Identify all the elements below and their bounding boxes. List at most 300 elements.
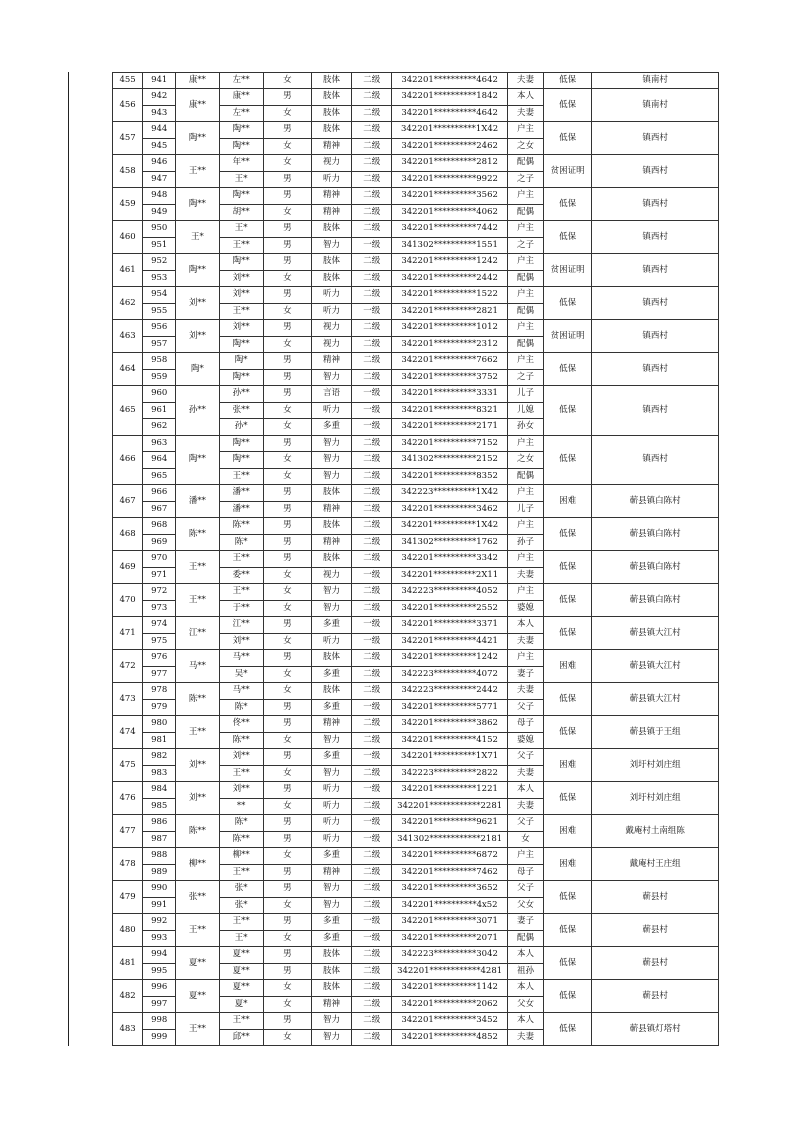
sequence-cell: 983 — [143, 765, 176, 782]
village-cell: 蕲县镇于王组 — [592, 716, 719, 749]
disability-level-cell: 二级 — [352, 980, 392, 997]
relationship-cell: 夫妻 — [507, 72, 543, 89]
table-row — [113, 947, 719, 964]
sex-cell: 女 — [263, 419, 311, 436]
sex-cell: 男 — [263, 386, 311, 403]
household-head-cell: 康** — [176, 89, 219, 122]
sex-cell: 男 — [263, 716, 311, 733]
disability-type-cell: 肢体 — [311, 485, 351, 502]
assistance-type-cell: 低保 — [544, 782, 592, 815]
village-cell: 镇西村 — [592, 386, 719, 436]
disability-type-cell: 智力 — [311, 369, 351, 386]
member-name-cell: 夏** — [219, 980, 263, 997]
sex-cell: 男 — [263, 485, 311, 502]
assistance-type-cell: 低保 — [544, 518, 592, 551]
member-name-cell: 刘** — [219, 633, 263, 650]
disability-type-cell: 视力 — [311, 320, 351, 337]
disability-level-cell: 一级 — [352, 419, 392, 436]
member-name-cell: 江** — [219, 617, 263, 634]
sex-cell: 男 — [263, 188, 311, 205]
disability-register-table — [112, 72, 719, 1047]
disability-level-cell: 二级 — [352, 287, 392, 304]
relationship-cell: 户主 — [507, 551, 543, 568]
member-name-cell: 陈** — [219, 831, 263, 848]
disability-level-cell: 二级 — [352, 584, 392, 601]
member-name-cell: 王** — [219, 864, 263, 881]
disability-type-cell: 多重 — [311, 930, 351, 947]
member-name-cell: 潘** — [219, 485, 263, 502]
sequence-cell: 963 — [143, 435, 176, 452]
sequence-cell: 966 — [143, 485, 176, 502]
sex-cell: 女 — [263, 72, 311, 89]
assistance-type-cell: 贫困证明 — [544, 254, 592, 287]
relationship-cell: 配偶 — [507, 155, 543, 172]
assistance-type-cell: 低保 — [544, 551, 592, 584]
relationship-cell: 女 — [507, 831, 543, 848]
sequence-cell: 950 — [143, 221, 176, 238]
village-cell: 镇西村 — [592, 188, 719, 221]
disability-type-cell: 肢体 — [311, 650, 351, 667]
id-number-cell: 342201**********6872 — [392, 848, 508, 865]
member-name-cell: 马** — [219, 683, 263, 700]
id-number-cell: 341302**********1551 — [392, 237, 508, 254]
disability-type-cell: 听力 — [311, 402, 351, 419]
sequence-cell: 955 — [143, 303, 176, 320]
table-row — [113, 485, 719, 502]
sequence-cell: 998 — [143, 1013, 176, 1030]
sequence-cell: 971 — [143, 567, 176, 584]
sequence-cell: 948 — [143, 188, 176, 205]
member-name-cell: 刘** — [219, 749, 263, 766]
household-head-cell: 陶** — [176, 188, 219, 221]
assistance-type-cell: 低保 — [544, 716, 592, 749]
relationship-cell: 户主 — [507, 122, 543, 139]
member-name-cell: 孙** — [219, 386, 263, 403]
sex-cell: 女 — [263, 452, 311, 469]
assistance-type-cell: 低保 — [544, 188, 592, 221]
sex-cell: 女 — [263, 1029, 311, 1046]
sex-cell: 女 — [263, 270, 311, 287]
sequence-cell: 977 — [143, 666, 176, 683]
id-number-cell: 342201**********3371 — [392, 617, 508, 634]
sex-cell: 男 — [263, 171, 311, 188]
household-head-cell: 马** — [176, 650, 219, 683]
sequence-cell: 946 — [143, 155, 176, 172]
member-name-cell: 张* — [219, 897, 263, 914]
sex-cell: 男 — [263, 864, 311, 881]
relationship-cell: 之子 — [507, 171, 543, 188]
sex-cell: 女 — [263, 105, 311, 122]
relationship-cell: 本人 — [507, 947, 543, 964]
id-number-cell: 342201**********7152 — [392, 435, 508, 452]
assistance-type-cell: 低保 — [544, 1013, 592, 1046]
disability-type-cell: 智力 — [311, 435, 351, 452]
sex-cell: 男 — [263, 699, 311, 716]
member-name-cell: 于** — [219, 600, 263, 617]
disability-level-cell: 二级 — [352, 188, 392, 205]
member-name-cell: 吴* — [219, 666, 263, 683]
relationship-cell: 户主 — [507, 848, 543, 865]
disability-type-cell: 听力 — [311, 287, 351, 304]
disability-type-cell: 智力 — [311, 584, 351, 601]
id-number-cell: 342201**********5771 — [392, 699, 508, 716]
village-cell: 蕲县镇大江村 — [592, 683, 719, 716]
disability-type-cell: 视力 — [311, 336, 351, 353]
sequence-cell: 967 — [143, 501, 176, 518]
member-name-cell: 夏** — [219, 963, 263, 980]
id-number-cell: 342201**********2071 — [392, 930, 508, 947]
member-name-cell: 胡** — [219, 204, 263, 221]
table-row — [113, 815, 719, 832]
member-name-cell: 王** — [219, 237, 263, 254]
household-head-cell: 王** — [176, 551, 219, 584]
household-number-cell: 465 — [113, 386, 143, 436]
member-name-cell: 陶** — [219, 336, 263, 353]
sequence-cell: 958 — [143, 353, 176, 370]
household-head-cell: 刘** — [176, 749, 219, 782]
id-number-cell: 342201**********1X71 — [392, 749, 508, 766]
id-number-cell: 342201**********2812 — [392, 155, 508, 172]
disability-level-cell: 二级 — [352, 353, 392, 370]
disability-level-cell: 二级 — [352, 1029, 392, 1046]
household-head-cell: 陶** — [176, 435, 219, 485]
household-head-cell: 王** — [176, 155, 219, 188]
member-name-cell: 刘** — [219, 287, 263, 304]
sequence-cell: 944 — [143, 122, 176, 139]
village-cell: 镇西村 — [592, 353, 719, 386]
sex-cell: 男 — [263, 501, 311, 518]
assistance-type-cell: 低保 — [544, 287, 592, 320]
member-name-cell: 王** — [219, 303, 263, 320]
village-cell: 镇西村 — [592, 287, 719, 320]
disability-type-cell: 智力 — [311, 468, 351, 485]
relationship-cell: 夫妻 — [507, 105, 543, 122]
sequence-cell: 976 — [143, 650, 176, 667]
household-head-cell: 潘** — [176, 485, 219, 518]
disability-level-cell: 一级 — [352, 749, 392, 766]
sequence-cell: 961 — [143, 402, 176, 419]
sequence-cell: 975 — [143, 633, 176, 650]
id-number-cell: 342223**********1X42 — [392, 485, 508, 502]
household-head-cell: 陶** — [176, 122, 219, 155]
table-row — [113, 584, 719, 601]
id-number-cell: 342201************2281 — [392, 798, 508, 815]
village-cell: 刘圩村刘庄组 — [592, 749, 719, 782]
member-name-cell: 马** — [219, 650, 263, 667]
relationship-cell: 户主 — [507, 485, 543, 502]
member-name-cell: 张** — [219, 402, 263, 419]
id-number-cell: 342201**********3862 — [392, 716, 508, 733]
sex-cell: 女 — [263, 567, 311, 584]
household-head-cell: 刘** — [176, 287, 219, 320]
assistance-type-cell: 低保 — [544, 947, 592, 980]
disability-level-cell: 二级 — [352, 864, 392, 881]
household-head-cell: 夏** — [176, 947, 219, 980]
household-head-cell: 王** — [176, 716, 219, 749]
sequence-cell: 970 — [143, 551, 176, 568]
relationship-cell: 母子 — [507, 864, 543, 881]
table-row — [113, 617, 719, 634]
sex-cell: 女 — [263, 584, 311, 601]
village-cell: 刘圩村刘庄组 — [592, 782, 719, 815]
id-number-cell: 342201**********2171 — [392, 419, 508, 436]
relationship-cell: 之女 — [507, 452, 543, 469]
disability-level-cell: 二级 — [352, 798, 392, 815]
household-head-cell: 张** — [176, 881, 219, 914]
sequence-cell: 943 — [143, 105, 176, 122]
sex-cell: 男 — [263, 749, 311, 766]
id-number-cell: 342201**********2062 — [392, 996, 508, 1013]
member-name-cell: 陈** — [219, 732, 263, 749]
member-name-cell: ** — [219, 798, 263, 815]
table-row — [113, 221, 719, 238]
id-number-cell: 342201**********1842 — [392, 89, 508, 106]
village-cell: 镇南村 — [592, 89, 719, 122]
disability-level-cell: 二级 — [352, 600, 392, 617]
id-number-cell: 342201**********4852 — [392, 1029, 508, 1046]
table-viewport — [112, 66, 719, 1046]
disability-type-cell: 肢体 — [311, 270, 351, 287]
sex-cell: 男 — [263, 237, 311, 254]
household-number-cell: 467 — [113, 485, 143, 518]
sex-cell: 男 — [263, 1013, 311, 1030]
relationship-cell: 户主 — [507, 353, 543, 370]
member-name-cell: 潘** — [219, 501, 263, 518]
id-number-cell: 342201**********2821 — [392, 303, 508, 320]
id-number-cell: 342201**********1X42 — [392, 122, 508, 139]
sex-cell: 男 — [263, 320, 311, 337]
disability-type-cell: 多重 — [311, 617, 351, 634]
table-row — [113, 353, 719, 370]
sex-cell: 女 — [263, 765, 311, 782]
sequence-cell: 985 — [143, 798, 176, 815]
disability-type-cell: 多重 — [311, 419, 351, 436]
relationship-cell: 夫妻 — [507, 683, 543, 700]
sex-cell: 男 — [263, 650, 311, 667]
sequence-cell: 969 — [143, 534, 176, 551]
sequence-cell: 981 — [143, 732, 176, 749]
disability-type-cell: 精神 — [311, 353, 351, 370]
assistance-type-cell: 低保 — [544, 89, 592, 122]
household-number-cell: 477 — [113, 815, 143, 848]
relationship-cell: 妻子 — [507, 914, 543, 931]
household-head-cell: 江** — [176, 617, 219, 650]
relationship-cell: 夫妻 — [507, 633, 543, 650]
id-number-cell: 342201************4281 — [392, 963, 508, 980]
member-name-cell: 刘** — [219, 782, 263, 799]
household-number-cell: 472 — [113, 650, 143, 683]
disability-type-cell: 智力 — [311, 600, 351, 617]
disability-type-cell: 精神 — [311, 138, 351, 155]
sequence-cell: 979 — [143, 699, 176, 716]
disability-type-cell: 听力 — [311, 633, 351, 650]
sex-cell: 男 — [263, 947, 311, 964]
disability-type-cell: 听力 — [311, 171, 351, 188]
sex-cell: 男 — [263, 914, 311, 931]
sequence-cell: 951 — [143, 237, 176, 254]
id-number-cell: 342201**********2442 — [392, 270, 508, 287]
relationship-cell: 母子 — [507, 716, 543, 733]
assistance-type-cell: 贫困证明 — [544, 320, 592, 353]
disability-level-cell: 一级 — [352, 567, 392, 584]
household-head-cell: 陈** — [176, 518, 219, 551]
disability-level-cell: 二级 — [352, 320, 392, 337]
disability-level-cell: 二级 — [352, 732, 392, 749]
table-body — [113, 72, 719, 1046]
household-head-cell: 刘** — [176, 320, 219, 353]
village-cell: 戴庵村土南组陈 — [592, 815, 719, 848]
relationship-cell: 儿子 — [507, 386, 543, 403]
sex-cell: 女 — [263, 336, 311, 353]
disability-level-cell: 二级 — [352, 518, 392, 535]
sequence-cell: 972 — [143, 584, 176, 601]
sequence-cell: 994 — [143, 947, 176, 964]
village-cell: 镇西村 — [592, 155, 719, 188]
member-name-cell: 陶** — [219, 138, 263, 155]
village-cell: 戴庵村王庄组 — [592, 848, 719, 881]
disability-type-cell: 精神 — [311, 996, 351, 1013]
village-cell: 镇西村 — [592, 435, 719, 485]
disability-level-cell: 二级 — [352, 138, 392, 155]
disability-level-cell: 一级 — [352, 633, 392, 650]
table-row — [113, 122, 719, 139]
disability-type-cell: 多重 — [311, 914, 351, 931]
disability-type-cell: 肢体 — [311, 980, 351, 997]
disability-level-cell: 一级 — [352, 617, 392, 634]
household-number-cell: 478 — [113, 848, 143, 881]
sequence-cell: 962 — [143, 419, 176, 436]
disability-level-cell: 二级 — [352, 1013, 392, 1030]
id-number-cell: 342201**********1242 — [392, 254, 508, 271]
household-number-cell: 469 — [113, 551, 143, 584]
member-name-cell: 陶** — [219, 122, 263, 139]
disability-type-cell: 肢体 — [311, 518, 351, 535]
sequence-cell: 956 — [143, 320, 176, 337]
relationship-cell: 之子 — [507, 237, 543, 254]
id-number-cell: 342201**********4152 — [392, 732, 508, 749]
disability-type-cell: 肢体 — [311, 963, 351, 980]
household-head-cell: 刘** — [176, 782, 219, 815]
village-cell: 蕲县镇大江村 — [592, 617, 719, 650]
disability-level-cell: 一级 — [352, 699, 392, 716]
household-number-cell: 457 — [113, 122, 143, 155]
household-number-cell: 479 — [113, 881, 143, 914]
disability-level-cell: 二级 — [352, 963, 392, 980]
disability-level-cell: 二级 — [352, 155, 392, 172]
household-head-cell: 康** — [176, 72, 219, 89]
village-cell: 蕲县村 — [592, 914, 719, 947]
household-head-cell: 陶* — [176, 353, 219, 386]
member-name-cell: 王* — [219, 221, 263, 238]
assistance-type-cell: 低保 — [544, 584, 592, 617]
table-row — [113, 435, 719, 452]
member-name-cell: 王** — [219, 584, 263, 601]
assistance-type-cell: 低保 — [544, 683, 592, 716]
sex-cell: 男 — [263, 287, 311, 304]
id-number-cell: 342201**********4642 — [392, 72, 508, 89]
relationship-cell: 户主 — [507, 584, 543, 601]
relationship-cell: 户主 — [507, 320, 543, 337]
id-number-cell: 342201**********3331 — [392, 386, 508, 403]
sex-cell: 男 — [263, 551, 311, 568]
sequence-cell: 953 — [143, 270, 176, 287]
disability-type-cell: 精神 — [311, 501, 351, 518]
disability-level-cell: 二级 — [352, 765, 392, 782]
sex-cell: 女 — [263, 633, 311, 650]
id-number-cell: 342223**********4052 — [392, 584, 508, 601]
disability-level-cell: 一级 — [352, 782, 392, 799]
assistance-type-cell: 困难 — [544, 749, 592, 782]
member-name-cell: 王** — [219, 765, 263, 782]
relationship-cell: 婆媳 — [507, 600, 543, 617]
household-number-cell: 471 — [113, 617, 143, 650]
disability-type-cell: 精神 — [311, 864, 351, 881]
household-head-cell: 柳** — [176, 848, 219, 881]
disability-level-cell: 二级 — [352, 435, 392, 452]
member-name-cell: 王* — [219, 171, 263, 188]
member-name-cell: 陶* — [219, 353, 263, 370]
assistance-type-cell: 低保 — [544, 353, 592, 386]
village-cell: 蕲县镇白陈村 — [592, 584, 719, 617]
disability-level-cell: 二级 — [352, 947, 392, 964]
member-name-cell: 陶** — [219, 435, 263, 452]
id-number-cell: 342201**********1142 — [392, 980, 508, 997]
village-cell: 镇西村 — [592, 320, 719, 353]
member-name-cell: 年** — [219, 155, 263, 172]
id-number-cell: 342201**********1X42 — [392, 518, 508, 535]
relationship-cell: 夫妻 — [507, 765, 543, 782]
relationship-cell: 父子 — [507, 815, 543, 832]
sequence-cell: 989 — [143, 864, 176, 881]
sequence-cell: 999 — [143, 1029, 176, 1046]
disability-type-cell: 视力 — [311, 567, 351, 584]
sex-cell: 男 — [263, 815, 311, 832]
sex-cell: 女 — [263, 155, 311, 172]
sex-cell: 男 — [263, 518, 311, 535]
left-margin-rule — [68, 72, 69, 482]
relationship-cell: 夫妻 — [507, 1029, 543, 1046]
assistance-type-cell: 低保 — [544, 881, 592, 914]
household-number-cell: 482 — [113, 980, 143, 1013]
sex-cell: 男 — [263, 831, 311, 848]
sequence-cell: 964 — [143, 452, 176, 469]
id-number-cell: 341302************2181 — [392, 831, 508, 848]
household-head-cell: 陶** — [176, 254, 219, 287]
sequence-cell: 974 — [143, 617, 176, 634]
member-name-cell: 王** — [219, 1013, 263, 1030]
disability-level-cell: 二级 — [352, 666, 392, 683]
disability-level-cell: 二级 — [352, 650, 392, 667]
disability-level-cell: 二级 — [352, 270, 392, 287]
id-number-cell: 342201**********2X11 — [392, 567, 508, 584]
household-head-cell: 王* — [176, 221, 219, 254]
sex-cell: 女 — [263, 930, 311, 947]
id-number-cell: 342201**********3071 — [392, 914, 508, 931]
disability-type-cell: 肢体 — [311, 947, 351, 964]
disability-level-cell: 二级 — [352, 204, 392, 221]
member-name-cell: 康** — [219, 89, 263, 106]
disability-level-cell: 二级 — [352, 105, 392, 122]
table-row — [113, 188, 719, 205]
sex-cell: 女 — [263, 980, 311, 997]
sex-cell: 女 — [263, 848, 311, 865]
sex-cell: 男 — [263, 435, 311, 452]
disability-level-cell: 二级 — [352, 336, 392, 353]
relationship-cell: 本人 — [507, 782, 543, 799]
sex-cell: 男 — [263, 254, 311, 271]
table-row — [113, 1013, 719, 1030]
relationship-cell: 婆媳 — [507, 732, 543, 749]
